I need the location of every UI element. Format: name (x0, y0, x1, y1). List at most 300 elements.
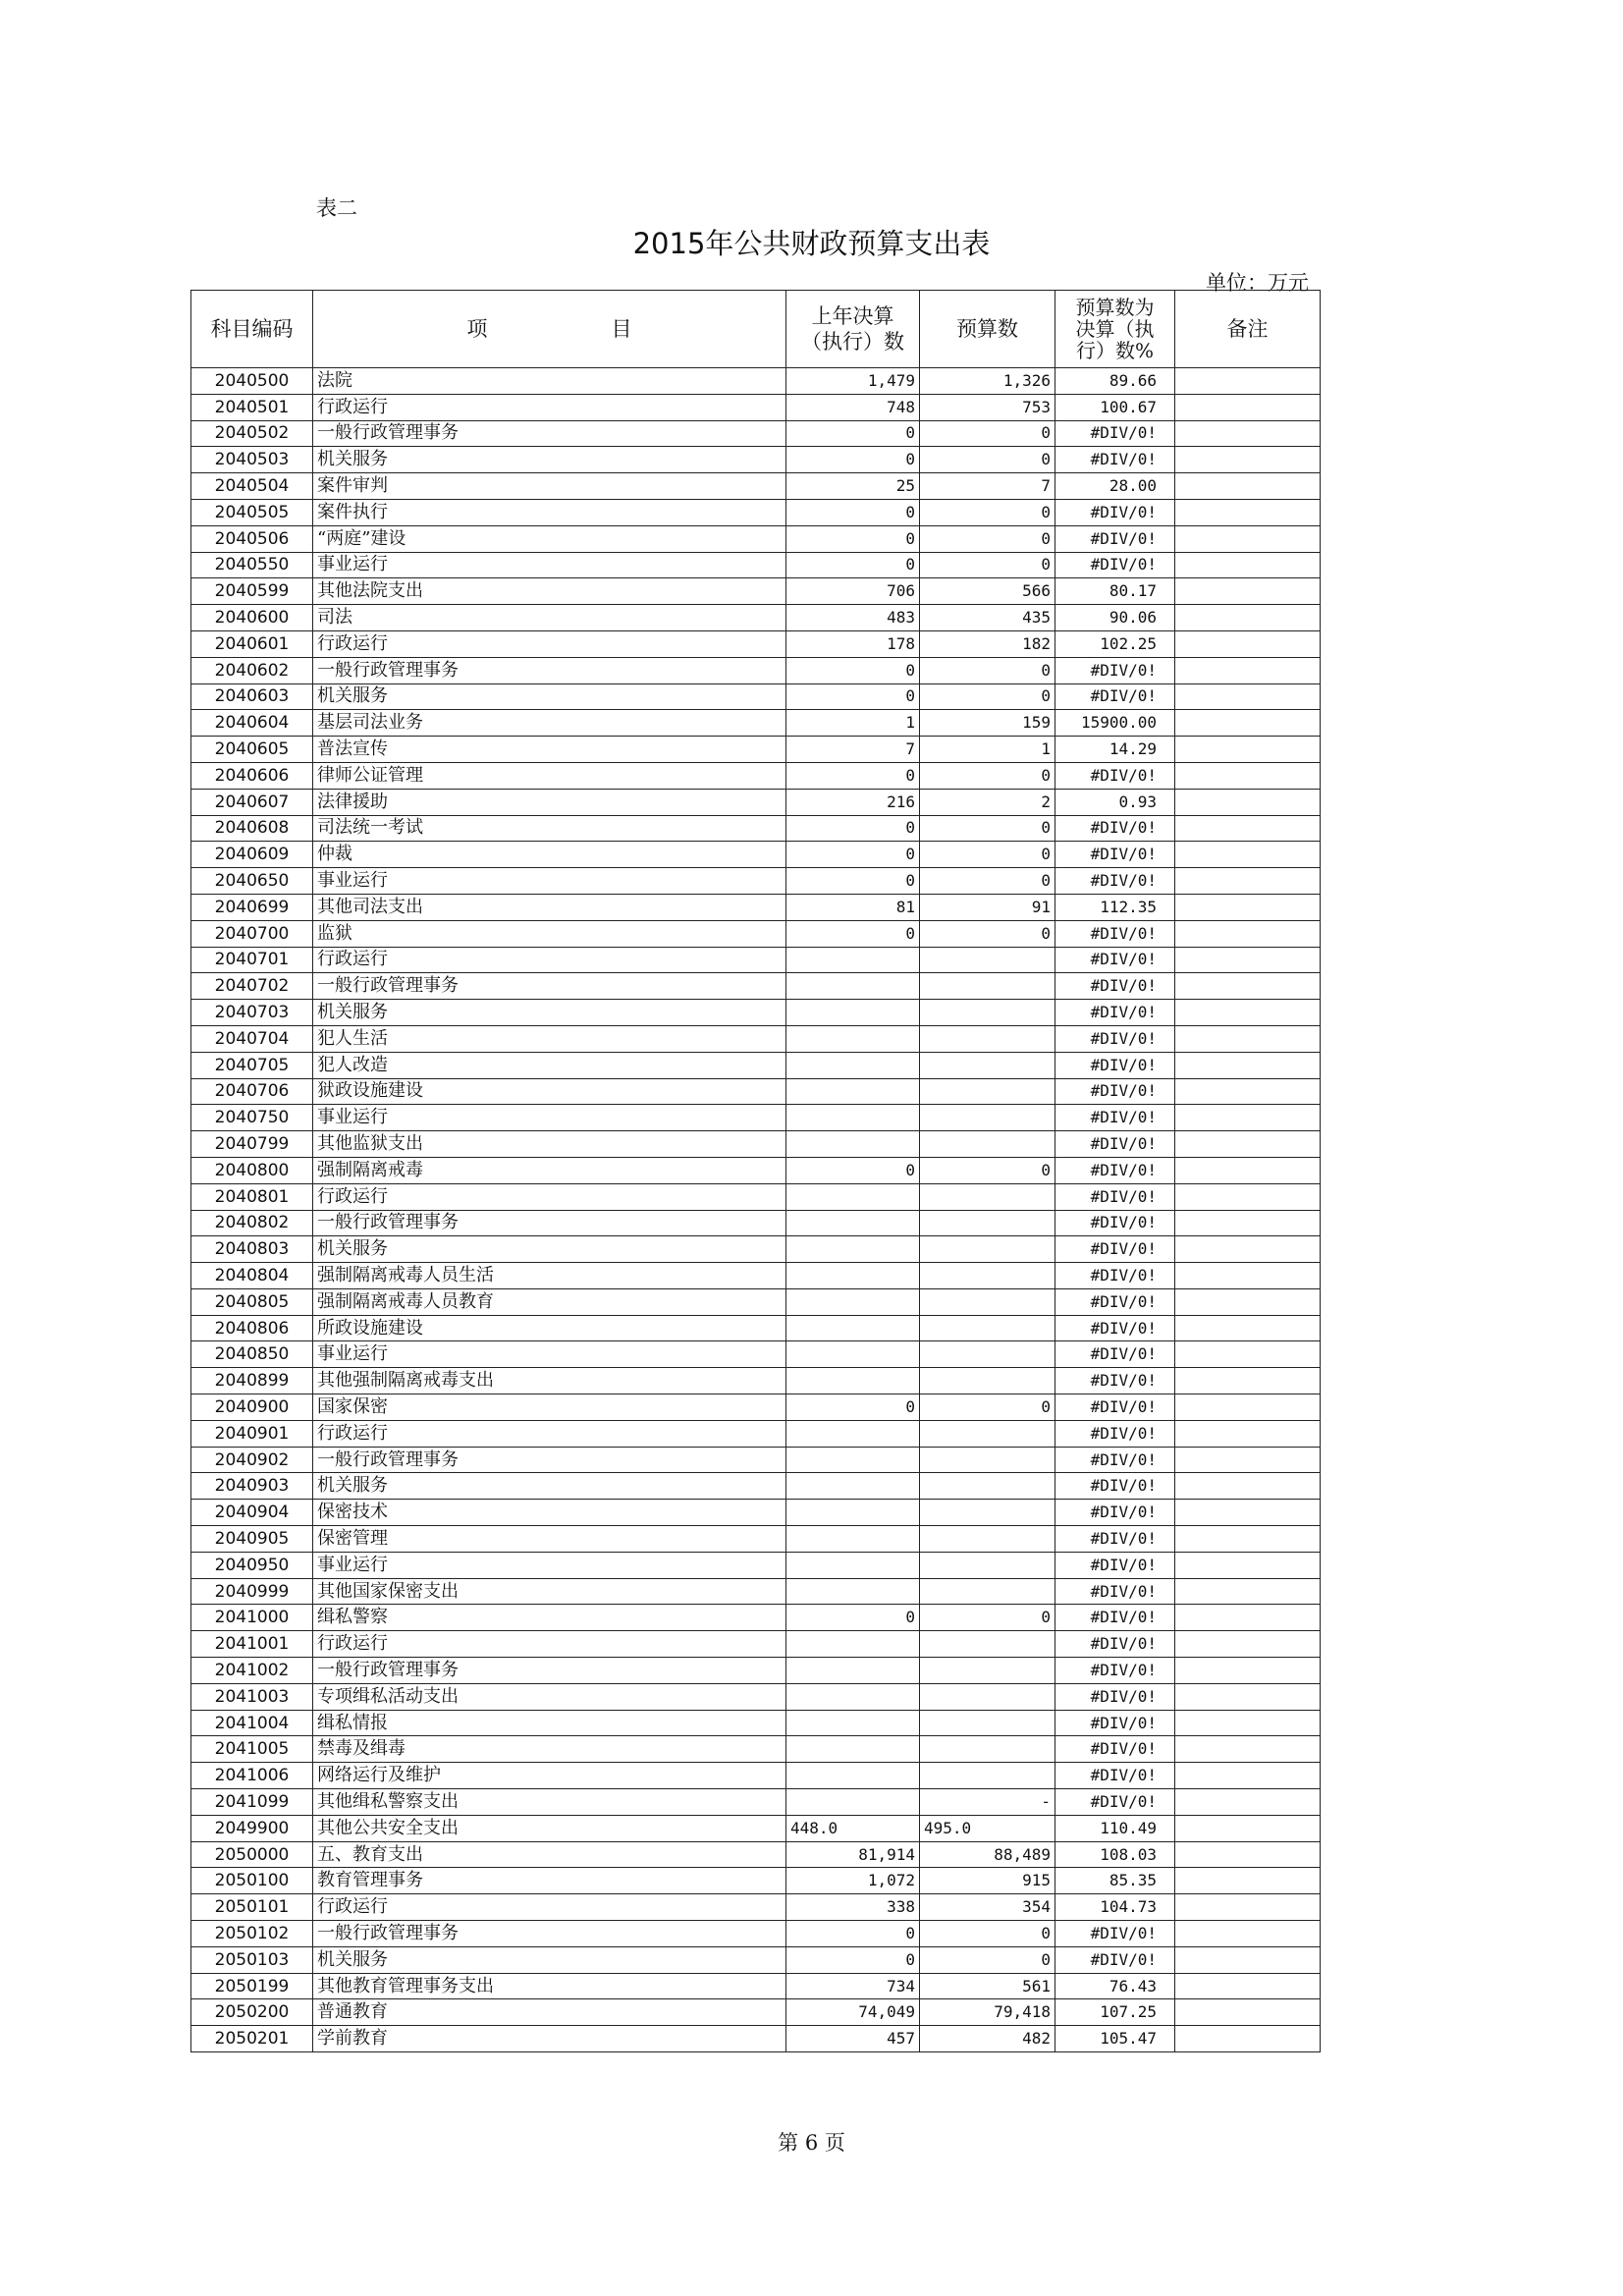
table-row (191, 1552, 1321, 1578)
cell-note (1175, 1315, 1321, 1341)
table-row (191, 525, 1321, 552)
cell-budget (920, 1631, 1055, 1658)
cell-budget (920, 1710, 1055, 1736)
cell-budget: 0 (920, 499, 1055, 525)
cell-note (1175, 630, 1321, 657)
cell-prev: 74,049 (786, 1999, 920, 2026)
cell-prev (786, 1500, 920, 1526)
column-header-item: 项 目 (313, 291, 786, 368)
cell-note (1175, 1210, 1321, 1236)
cell-prev: 0 (786, 420, 920, 447)
cell-prev: 1,072 (786, 1868, 920, 1894)
cell-item: 其他强制隔离戒毒支出 (313, 1368, 786, 1394)
cell-code: 2040801 (191, 1183, 313, 1210)
cell-prev (786, 1447, 920, 1473)
table-row (191, 973, 1321, 1000)
cell-code: 2050199 (191, 1973, 313, 1999)
table-row (191, 1157, 1321, 1183)
table-row (191, 447, 1321, 473)
cell-code: 2040604 (191, 710, 313, 737)
cell-budget: 0 (920, 920, 1055, 947)
cell-ratio: #DIV/0! (1055, 1552, 1175, 1578)
table-row (191, 737, 1321, 763)
cell-budget: 88,489 (920, 1841, 1055, 1868)
cell-budget (920, 1736, 1055, 1763)
cell-item: 监狱 (313, 920, 786, 947)
cell-ratio: #DIV/0! (1055, 1236, 1175, 1263)
cell-ratio: #DIV/0! (1055, 947, 1175, 973)
cell-prev (786, 1210, 920, 1236)
cell-prev: 0 (786, 683, 920, 710)
cell-budget: 0 (920, 1946, 1055, 1973)
cell-note (1175, 1789, 1321, 1816)
cell-code: 2041000 (191, 1605, 313, 1631)
cell-ratio: 102.25 (1055, 630, 1175, 657)
cell-budget (920, 1236, 1055, 1263)
cell-note (1175, 1025, 1321, 1052)
cell-code: 2040699 (191, 894, 313, 920)
cell-code: 2040904 (191, 1500, 313, 1526)
cell-note (1175, 842, 1321, 868)
table-row (191, 1578, 1321, 1605)
cell-code: 2040850 (191, 1341, 313, 1368)
cell-note (1175, 1000, 1321, 1026)
cell-code: 2041005 (191, 1736, 313, 1763)
cell-note (1175, 1447, 1321, 1473)
table-row (191, 1736, 1321, 1763)
cell-note (1175, 1394, 1321, 1421)
cell-ratio: #DIV/0! (1055, 1578, 1175, 1605)
cell-item: 保密技术 (313, 1500, 786, 1526)
cell-prev (786, 1131, 920, 1158)
cell-budget (920, 1263, 1055, 1289)
cell-item: 司法 (313, 605, 786, 631)
cell-budget: 561 (920, 1973, 1055, 1999)
cell-note (1175, 447, 1321, 473)
cell-budget (920, 1131, 1055, 1158)
table-row (191, 420, 1321, 447)
cell-note (1175, 762, 1321, 789)
cell-item: 网络运行及维护 (313, 1763, 786, 1789)
column-header-code: 科目编码 (191, 291, 313, 368)
cell-code: 2040602 (191, 657, 313, 683)
cell-budget: 0 (920, 1394, 1055, 1421)
cell-note (1175, 394, 1321, 420)
table-row (191, 1789, 1321, 1816)
cell-code: 2040705 (191, 1052, 313, 1078)
cell-code: 2050201 (191, 2026, 313, 2052)
cell-prev (786, 1763, 920, 1789)
cell-prev (786, 1736, 920, 1763)
cell-note (1175, 1736, 1321, 1763)
cell-code: 2040599 (191, 578, 313, 605)
cell-item: 其他教育管理事务支出 (313, 1973, 786, 1999)
cell-item: 法律援助 (313, 789, 786, 815)
cell-note (1175, 1894, 1321, 1921)
table-row (191, 1868, 1321, 1894)
table-row (191, 1263, 1321, 1289)
cell-note (1175, 683, 1321, 710)
cell-prev: 0 (786, 552, 920, 578)
cell-prev: 0 (786, 1605, 920, 1631)
cell-code: 2041003 (191, 1683, 313, 1710)
cell-budget (920, 1210, 1055, 1236)
cell-code: 2040550 (191, 552, 313, 578)
cell-item: 机关服务 (313, 1473, 786, 1500)
cell-item: 犯人生活 (313, 1025, 786, 1052)
cell-budget (920, 1552, 1055, 1578)
cell-code: 2040607 (191, 789, 313, 815)
cell-item: 一般行政管理事务 (313, 1921, 786, 1947)
cell-ratio: #DIV/0! (1055, 1368, 1175, 1394)
table-row (191, 1815, 1321, 1841)
cell-budget: 0 (920, 420, 1055, 447)
cell-ratio: 85.35 (1055, 1868, 1175, 1894)
cell-item: 行政运行 (313, 947, 786, 973)
cell-item: 一般行政管理事务 (313, 657, 786, 683)
cell-code: 2040603 (191, 683, 313, 710)
cell-code: 2040800 (191, 1157, 313, 1183)
cell-item: 其他司法支出 (313, 894, 786, 920)
table-row (191, 1210, 1321, 1236)
cell-prev (786, 1578, 920, 1605)
cell-ratio: 90.06 (1055, 605, 1175, 631)
cell-prev (786, 1183, 920, 1210)
cell-item: 机关服务 (313, 1946, 786, 1973)
table-row (191, 710, 1321, 737)
cell-item: 缉私情报 (313, 1710, 786, 1736)
cell-code: 2040650 (191, 868, 313, 895)
cell-code: 2041002 (191, 1658, 313, 1684)
cell-ratio: #DIV/0! (1055, 1526, 1175, 1553)
cell-prev: 81 (786, 894, 920, 920)
cell-budget (920, 1341, 1055, 1368)
cell-note (1175, 1631, 1321, 1658)
cell-item: 保密管理 (313, 1526, 786, 1553)
document-title: 2015年公共财政预算支出表 (632, 227, 991, 260)
cell-note (1175, 657, 1321, 683)
column-header-budget: 预算数 (920, 291, 1055, 368)
cell-note (1175, 1236, 1321, 1263)
cell-budget (920, 1658, 1055, 1684)
cell-budget: 753 (920, 394, 1055, 420)
cell-item: 律师公证管理 (313, 762, 786, 789)
cell-budget: 566 (920, 578, 1055, 605)
cell-item: 一般行政管理事务 (313, 1447, 786, 1473)
column-header-prev: 上年决算 （执行）数 (786, 291, 920, 368)
cell-code: 2040900 (191, 1394, 313, 1421)
unit-label: 单位：万元 (1206, 271, 1309, 295)
cell-item: 其他缉私警察支出 (313, 1789, 786, 1816)
cell-budget: 7 (920, 473, 1055, 500)
cell-code: 2041006 (191, 1763, 313, 1789)
cell-prev: 7 (786, 737, 920, 763)
cell-prev: 0 (786, 499, 920, 525)
cell-note (1175, 1868, 1321, 1894)
cell-item: 禁毒及缉毒 (313, 1736, 786, 1763)
cell-budget (920, 1578, 1055, 1605)
cell-note (1175, 1131, 1321, 1158)
cell-prev: 0 (786, 762, 920, 789)
cell-item: 机关服务 (313, 1000, 786, 1026)
cell-prev (786, 1789, 920, 1816)
table-body (191, 368, 1321, 2052)
cell-note (1175, 420, 1321, 447)
cell-prev (786, 1631, 920, 1658)
cell-budget (920, 1183, 1055, 1210)
cell-ratio: #DIV/0! (1055, 499, 1175, 525)
cell-code: 2040703 (191, 1000, 313, 1026)
cell-prev (786, 1315, 920, 1341)
table-row (191, 1183, 1321, 1210)
table-row (191, 657, 1321, 683)
cell-note (1175, 1526, 1321, 1553)
cell-code: 2040899 (191, 1368, 313, 1394)
cell-prev (786, 1341, 920, 1368)
cell-code: 2040950 (191, 1552, 313, 1578)
cell-item: 学前教育 (313, 2026, 786, 2052)
cell-ratio: #DIV/0! (1055, 1341, 1175, 1368)
cell-note (1175, 973, 1321, 1000)
cell-prev: 178 (786, 630, 920, 657)
table-row (191, 2026, 1321, 2052)
cell-item: 一般行政管理事务 (313, 973, 786, 1000)
table-row (191, 1631, 1321, 1658)
cell-ratio: #DIV/0! (1055, 683, 1175, 710)
cell-code: 2040803 (191, 1236, 313, 1263)
cell-code: 2040706 (191, 1078, 313, 1105)
cell-ratio: #DIV/0! (1055, 868, 1175, 895)
cell-note (1175, 605, 1321, 631)
cell-budget (920, 1500, 1055, 1526)
cell-item: 事业运行 (313, 868, 786, 895)
cell-item: “两庭”建设 (313, 525, 786, 552)
table-row (191, 1420, 1321, 1447)
cell-code: 2040504 (191, 473, 313, 500)
cell-budget (920, 1000, 1055, 1026)
page-number: 第 6 页 (778, 2131, 845, 2155)
cell-ratio: #DIV/0! (1055, 1131, 1175, 1158)
cell-ratio: 0.93 (1055, 789, 1175, 815)
cell-prev (786, 947, 920, 973)
table-row (191, 1921, 1321, 1947)
cell-budget (920, 1473, 1055, 1500)
cell-item: 机关服务 (313, 447, 786, 473)
cell-note (1175, 894, 1321, 920)
cell-prev (786, 1710, 920, 1736)
column-header-ratio: 预算数为 决算（执 行）数% (1055, 291, 1175, 368)
cell-budget (920, 973, 1055, 1000)
cell-code: 2040501 (191, 394, 313, 420)
cell-prev: 1 (786, 710, 920, 737)
cell-item: 强制隔离戒毒人员生活 (313, 1263, 786, 1289)
table-row (191, 1025, 1321, 1052)
cell-prev: 1,479 (786, 368, 920, 395)
cell-item: 行政运行 (313, 394, 786, 420)
cell-ratio: 80.17 (1055, 578, 1175, 605)
cell-item: 事业运行 (313, 1105, 786, 1131)
cell-budget: 495.0 (920, 1815, 1055, 1841)
cell-code: 2050000 (191, 1841, 313, 1868)
cell-code: 2040606 (191, 762, 313, 789)
cell-item: 其他公共安全支出 (313, 1815, 786, 1841)
cell-note (1175, 1921, 1321, 1947)
cell-prev: 0 (786, 1946, 920, 1973)
cell-prev: 0 (786, 815, 920, 842)
cell-item: 基层司法业务 (313, 710, 786, 737)
cell-ratio: #DIV/0! (1055, 1394, 1175, 1421)
cell-budget (920, 1683, 1055, 1710)
cell-item: 其他监狱支出 (313, 1131, 786, 1158)
cell-budget (920, 1078, 1055, 1105)
cell-code: 2040902 (191, 1447, 313, 1473)
cell-prev: 81,914 (786, 1841, 920, 1868)
cell-prev (786, 1263, 920, 1289)
cell-note (1175, 1658, 1321, 1684)
table-row (191, 1841, 1321, 1868)
table-row (191, 1131, 1321, 1158)
cell-ratio: #DIV/0! (1055, 1789, 1175, 1816)
cell-item: 机关服务 (313, 683, 786, 710)
cell-item: 行政运行 (313, 1631, 786, 1658)
cell-item: 强制隔离戒毒 (313, 1157, 786, 1183)
table-row (191, 1078, 1321, 1105)
cell-item: 教育管理事务 (313, 1868, 786, 1894)
table-row (191, 868, 1321, 895)
cell-ratio: 14.29 (1055, 737, 1175, 763)
cell-item: 犯人改造 (313, 1052, 786, 1078)
cell-prev (786, 1552, 920, 1578)
cell-code: 2040999 (191, 1578, 313, 1605)
cell-prev: 0 (786, 920, 920, 947)
cell-code: 2040601 (191, 630, 313, 657)
cell-ratio: #DIV/0! (1055, 762, 1175, 789)
cell-prev: 0 (786, 1157, 920, 1183)
cell-prev: 483 (786, 605, 920, 631)
table-header-row (191, 291, 1321, 368)
cell-ratio: #DIV/0! (1055, 1052, 1175, 1078)
cell-note (1175, 1157, 1321, 1183)
cell-code: 2040701 (191, 947, 313, 973)
cell-note (1175, 1605, 1321, 1631)
cell-budget: 0 (920, 683, 1055, 710)
cell-budget (920, 1420, 1055, 1447)
cell-note (1175, 1552, 1321, 1578)
cell-item: 一般行政管理事务 (313, 420, 786, 447)
cell-item: 其他法院支出 (313, 578, 786, 605)
cell-budget (920, 1763, 1055, 1789)
cell-note (1175, 1420, 1321, 1447)
cell-note (1175, 1973, 1321, 1999)
cell-prev: 0 (786, 657, 920, 683)
cell-item: 普通教育 (313, 1999, 786, 2026)
cell-item: 案件审判 (313, 473, 786, 500)
cell-code: 2040806 (191, 1315, 313, 1341)
cell-note (1175, 920, 1321, 947)
cell-ratio: #DIV/0! (1055, 1500, 1175, 1526)
table-row (191, 762, 1321, 789)
table-row (191, 578, 1321, 605)
cell-budget: 0 (920, 657, 1055, 683)
cell-item: 缉私警察 (313, 1605, 786, 1631)
cell-code: 2040700 (191, 920, 313, 947)
cell-code: 2040903 (191, 1473, 313, 1500)
cell-item: 行政运行 (313, 1183, 786, 1210)
cell-ratio: #DIV/0! (1055, 1000, 1175, 1026)
cell-budget: 91 (920, 894, 1055, 920)
cell-note (1175, 1763, 1321, 1789)
cell-note (1175, 1683, 1321, 1710)
cell-note (1175, 1052, 1321, 1078)
table-row (191, 1710, 1321, 1736)
table-row (191, 1052, 1321, 1078)
cell-ratio: #DIV/0! (1055, 1447, 1175, 1473)
cell-ratio: #DIV/0! (1055, 1210, 1175, 1236)
cell-ratio: #DIV/0! (1055, 1183, 1175, 1210)
cell-item: 事业运行 (313, 1552, 786, 1578)
table-row (191, 1105, 1321, 1131)
cell-note (1175, 868, 1321, 895)
table-row (191, 1368, 1321, 1394)
cell-note (1175, 1500, 1321, 1526)
cell-ratio: #DIV/0! (1055, 1710, 1175, 1736)
cell-prev (786, 1420, 920, 1447)
cell-ratio: #DIV/0! (1055, 447, 1175, 473)
cell-code: 2040503 (191, 447, 313, 473)
table-row (191, 1763, 1321, 1789)
table-row (191, 394, 1321, 420)
table-row (191, 1394, 1321, 1421)
cell-code: 2040901 (191, 1420, 313, 1447)
cell-ratio: #DIV/0! (1055, 1921, 1175, 1947)
cell-note (1175, 1183, 1321, 1210)
cell-item: 法院 (313, 368, 786, 395)
cell-ratio: 15900.00 (1055, 710, 1175, 737)
cell-note (1175, 789, 1321, 815)
table-row (191, 1894, 1321, 1921)
cell-item: 一般行政管理事务 (313, 1658, 786, 1684)
cell-item: 一般行政管理事务 (313, 1210, 786, 1236)
cell-code: 2040505 (191, 499, 313, 525)
cell-note (1175, 1263, 1321, 1289)
cell-ratio: 107.25 (1055, 1999, 1175, 2026)
table-row (191, 815, 1321, 842)
cell-prev (786, 973, 920, 1000)
cell-prev (786, 1473, 920, 1500)
table-row (191, 1341, 1321, 1368)
cell-ratio: #DIV/0! (1055, 815, 1175, 842)
cell-code: 2041001 (191, 1631, 313, 1658)
cell-code: 2040502 (191, 420, 313, 447)
cell-budget: 354 (920, 1894, 1055, 1921)
cell-budget: 0 (920, 447, 1055, 473)
table-row (191, 630, 1321, 657)
cell-note (1175, 578, 1321, 605)
cell-note (1175, 1288, 1321, 1315)
cell-item: 国家保密 (313, 1394, 786, 1421)
table-row (191, 368, 1321, 395)
cell-prev: 338 (786, 1894, 920, 1921)
table-row (191, 1000, 1321, 1026)
table-row (191, 1473, 1321, 1500)
table-row (191, 552, 1321, 578)
cell-code: 2040905 (191, 1526, 313, 1553)
cell-code: 2040605 (191, 737, 313, 763)
cell-code: 2040500 (191, 368, 313, 395)
cell-note (1175, 737, 1321, 763)
cell-code: 2050100 (191, 1868, 313, 1894)
cell-note (1175, 499, 1321, 525)
